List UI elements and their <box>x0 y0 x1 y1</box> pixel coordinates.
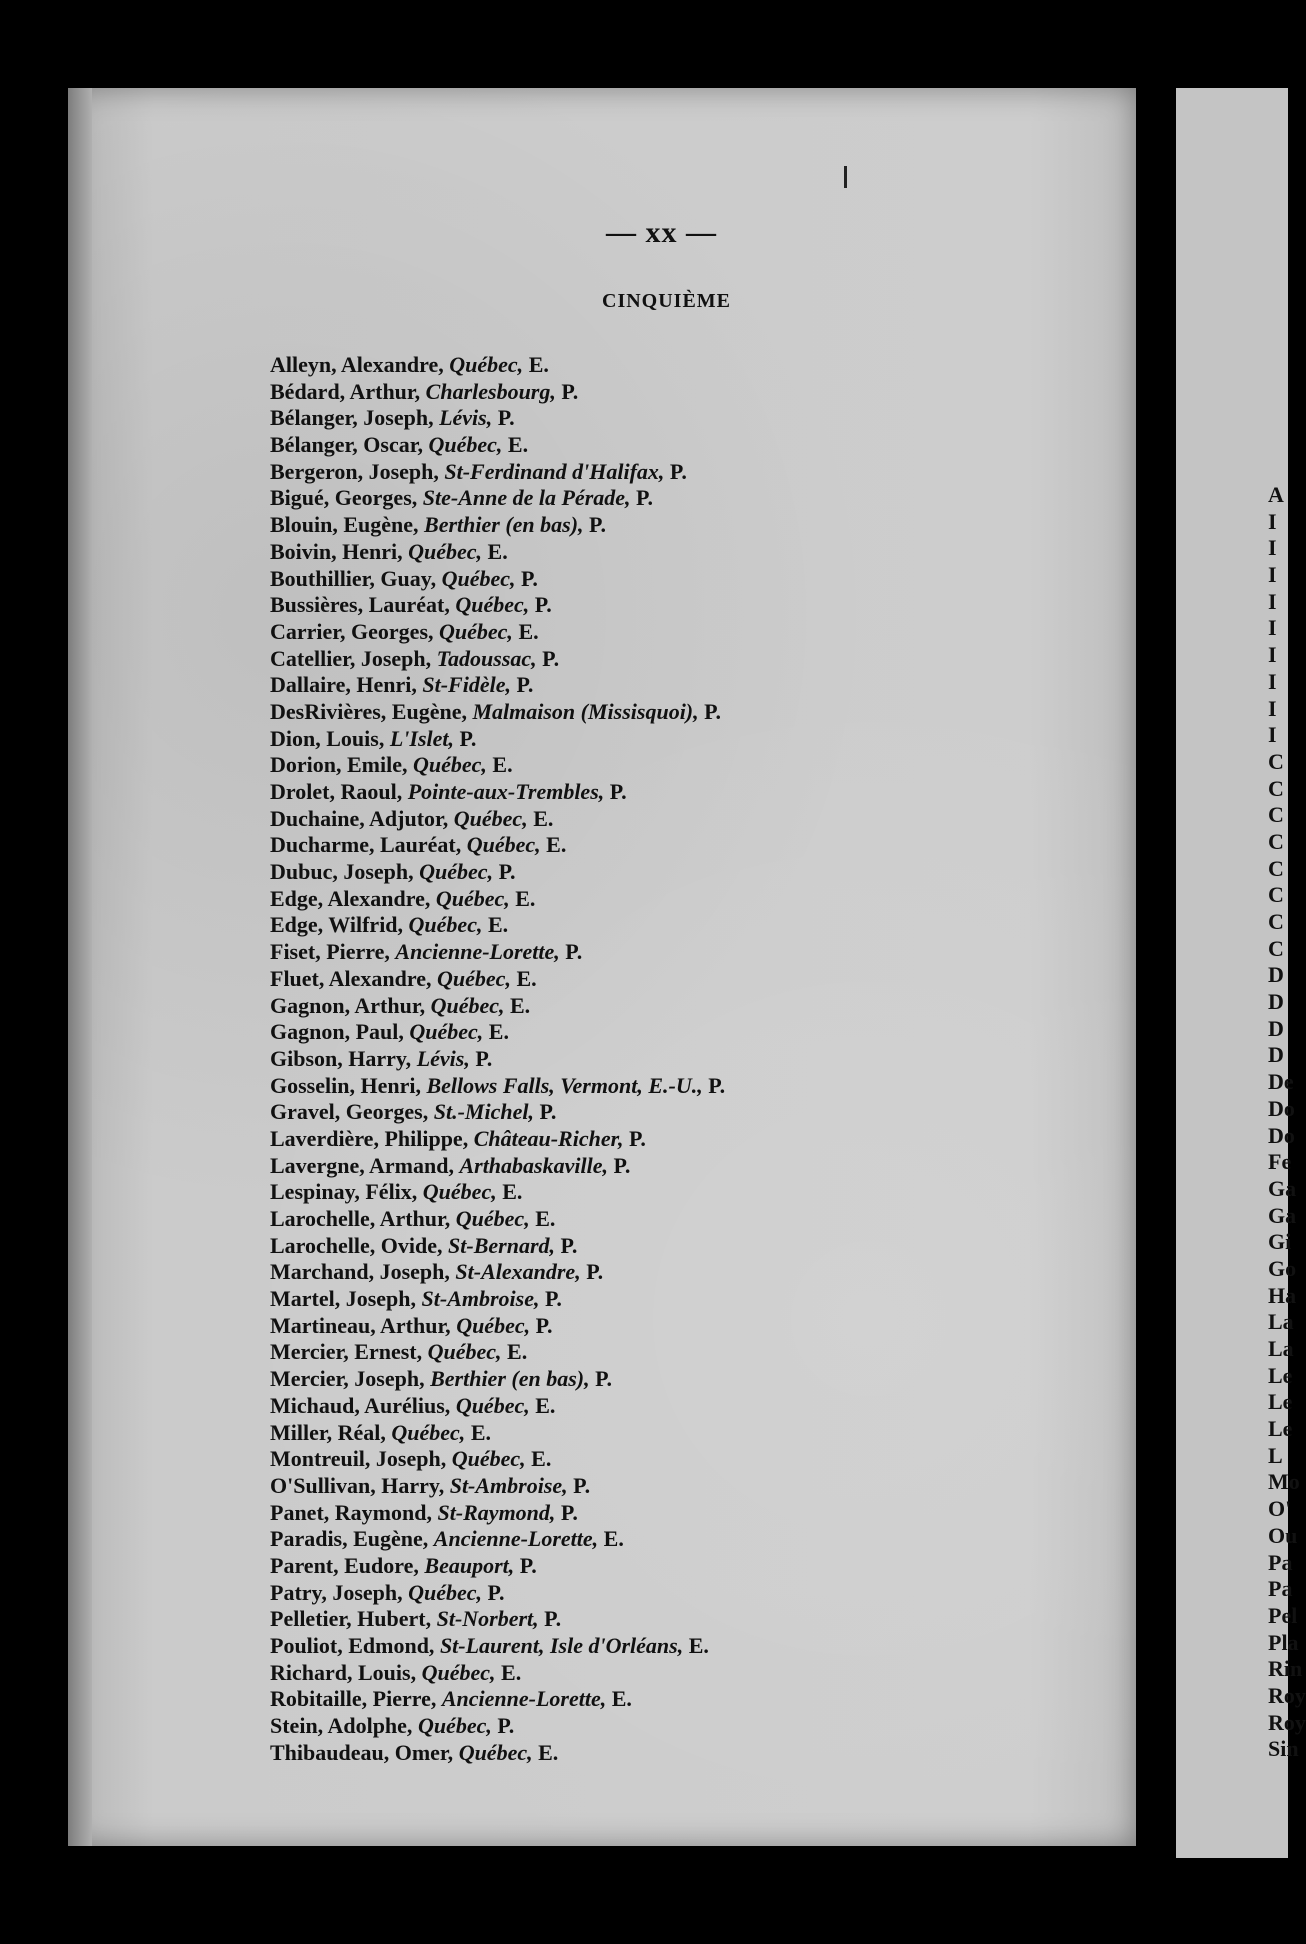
entry-name: Bédard, Arthur, <box>270 378 421 404</box>
entry-place: L'Islet, <box>389 725 454 751</box>
entry-place: Berthier (en bas), <box>430 1366 590 1392</box>
entry-name: Bélanger, Oscar, <box>270 432 423 458</box>
list-item <box>270 1526 1090 1553</box>
entry-place: Lévis, <box>416 1045 470 1071</box>
entry-place: Malmaison (Missisquoi), <box>472 698 699 724</box>
list-item <box>270 1259 1090 1286</box>
entry-name: Richard, Louis, <box>270 1659 417 1685</box>
list-item <box>270 619 1090 646</box>
entry-place: Québec, <box>417 1713 492 1739</box>
entry-suffix: P. <box>586 1259 604 1285</box>
entry-suffix: P. <box>487 1579 505 1605</box>
entry-suffix: P. <box>636 485 653 511</box>
entry-suffix: E. <box>518 618 539 644</box>
entry-suffix: P. <box>544 1606 562 1632</box>
entry-name: Martineau, Arthur, <box>270 1312 451 1338</box>
entry-place: Québec, <box>453 805 528 831</box>
fragment-text: I <box>1268 642 1277 668</box>
entry-place: Arthabaskaville, <box>459 1152 608 1178</box>
fragment-text: Do <box>1268 1095 1295 1121</box>
entry-place: Ancienne-Lorette, <box>441 1686 607 1712</box>
entry-place: Ste-Anne de la Pérade, <box>422 485 631 511</box>
entry-place: Québec, <box>451 1446 526 1472</box>
entry-name: O'Sullivan, Harry, <box>270 1472 445 1498</box>
entry-place: St-Raymond, <box>437 1499 556 1525</box>
entry-place: Québec, <box>458 1739 533 1765</box>
entry-suffix: P. <box>519 1552 537 1578</box>
entry-name: Michaud, Aurélius, <box>270 1392 451 1418</box>
entry-place: St-Laurent, Isle d'Orléans, <box>439 1633 684 1658</box>
fragment-text: D <box>1268 989 1284 1015</box>
fragment-text: Pel <box>1268 1602 1298 1628</box>
fragment-text: I <box>1268 535 1277 561</box>
entry-place: St-Norbert, <box>436 1606 539 1632</box>
fragment-text: De <box>1268 1069 1294 1095</box>
entry-suffix: P. <box>516 672 534 698</box>
fragment-text: I <box>1268 508 1277 534</box>
list-item <box>270 1153 1090 1180</box>
list-item <box>270 1686 1090 1713</box>
entry-name: DesRivières, Eugène, <box>270 698 467 724</box>
entry-suffix: E. <box>528 352 549 377</box>
fragment-text: La <box>1268 1336 1294 1361</box>
entry-name: Edge, Alexandre, <box>270 885 431 911</box>
entry-name: Paradis, Eugène, <box>270 1526 429 1552</box>
list-item <box>270 352 1090 379</box>
entry-name: Dubuc, Joseph, <box>270 859 414 885</box>
entry-name: Mercier, Joseph, <box>270 1366 425 1392</box>
entry-suffix: E. <box>487 912 509 938</box>
entry-suffix: E. <box>515 885 536 911</box>
entry-name: Larochelle, Ovide, <box>270 1232 443 1258</box>
fragment-text: I <box>1268 722 1277 748</box>
list-item <box>270 752 1090 779</box>
fragment-text: I <box>1268 668 1277 694</box>
list-item <box>270 1713 1090 1740</box>
entry-place: Québec, <box>421 1659 496 1685</box>
entry-suffix: E. <box>535 1206 556 1231</box>
entry-name: Pelletier, Hubert, <box>270 1606 432 1632</box>
entry-name: Parent, Eudore, <box>270 1552 419 1578</box>
entry-name: Marchand, Joseph, <box>270 1259 450 1285</box>
entry-name: Fiset, Pierre, <box>270 939 390 965</box>
entry-name: Panet, Raymond, <box>270 1499 432 1525</box>
list-item <box>270 1313 1090 1340</box>
entry-place: Québec, <box>427 1339 502 1365</box>
entry-name: Gagnon, Arthur, <box>270 992 426 1018</box>
entry-place: Québec, <box>441 565 516 591</box>
entry-place: Québec, <box>409 1019 484 1045</box>
fragment-text: C <box>1268 882 1284 908</box>
entry-place: Château-Richer, <box>473 1125 624 1151</box>
list-item <box>270 859 1090 886</box>
entry-suffix: P. <box>534 592 552 618</box>
entry-suffix: P. <box>459 725 477 751</box>
fragment-text: Pla <box>1268 1629 1299 1655</box>
list-item <box>270 1099 1090 1126</box>
entry-name: Dallaire, Henri, <box>270 672 417 698</box>
entry-place: Québec, <box>413 752 487 778</box>
fragment-text: Le <box>1268 1389 1293 1415</box>
entry-suffix: P. <box>475 1045 493 1071</box>
entry-suffix: P. <box>628 1125 646 1151</box>
ink-mark <box>844 166 847 188</box>
list-item <box>270 432 1090 459</box>
entry-name: Miller, Réal, <box>270 1419 386 1445</box>
entry-suffix: E. <box>611 1686 632 1712</box>
fragment-text: D <box>1268 1042 1284 1068</box>
entry-place: Québec, <box>455 1206 530 1231</box>
entry-suffix: P. <box>669 458 687 484</box>
fragment-text: C <box>1268 855 1284 881</box>
fragment-text: Gi <box>1268 1229 1292 1255</box>
entry-name: Blouin, Eugène, <box>270 512 419 538</box>
entry-name: Ducharme, Lauréat, <box>270 832 462 858</box>
fragment-text: Ga <box>1268 1202 1297 1228</box>
entry-place: Québec, <box>466 832 541 858</box>
list-item <box>270 1206 1090 1233</box>
entry-name: Boivin, Henri, <box>270 538 403 564</box>
entry-place: Québec, <box>455 592 530 618</box>
list-item <box>270 512 1090 539</box>
entry-place: Pointe-aux-Trembles, <box>407 779 605 804</box>
fragment-text: C <box>1268 775 1284 801</box>
fragment-text: Roy <box>1268 1682 1306 1708</box>
list-item <box>270 1339 1090 1366</box>
list-item <box>270 806 1090 833</box>
entry-name: Edge, Wilfrid, <box>270 912 404 938</box>
entry-place: St-Ferdinand d'Halifax, <box>444 458 665 484</box>
entry-name: Lespinay, Félix, <box>270 1179 418 1205</box>
entry-suffix: P. <box>497 405 515 431</box>
list-item <box>270 1393 1090 1420</box>
entry-name: Dion, Louis, <box>270 725 385 751</box>
entry-suffix: P. <box>542 645 560 671</box>
fragment-text: Fe <box>1268 1149 1292 1175</box>
list-item <box>270 1073 1090 1100</box>
fragment-text: C <box>1268 935 1284 961</box>
list-item <box>270 539 1090 566</box>
section-heading: CINQUIÈME <box>602 290 732 312</box>
entry-place: Beauport, <box>424 1552 515 1578</box>
fragment-text: Rin <box>1268 1656 1303 1682</box>
fragment-text: Le <box>1268 1416 1293 1442</box>
entry-suffix: P. <box>560 1499 578 1525</box>
entry-name: Montreuil, Joseph, <box>270 1446 447 1472</box>
entry-name: Larochelle, Arthur, <box>270 1206 451 1231</box>
fragment-text: I <box>1268 615 1277 641</box>
entry-place: Québec, <box>391 1419 466 1445</box>
entry-suffix: E. <box>516 965 537 991</box>
fragment-text: Mo <box>1268 1469 1300 1495</box>
entry-name: Duchaine, Adjutor, <box>270 805 449 831</box>
entry-place: Québec, <box>430 992 505 1018</box>
list-item <box>270 592 1090 619</box>
entry-place: Québec, <box>435 885 510 911</box>
fragment-text: La <box>1268 1309 1294 1335</box>
entry-suffix: E. <box>546 832 567 858</box>
fragment-text: I <box>1268 695 1277 721</box>
entry-place: Québec, <box>455 1392 530 1418</box>
entry-name: Dorion, Emile, <box>270 752 408 778</box>
list-item <box>270 672 1090 699</box>
entry-suffix: P. <box>589 512 606 538</box>
entry-place: St-Ambroise, <box>421 1286 540 1312</box>
entry-place: Québec, <box>428 432 503 458</box>
entry-place: Québec, <box>408 538 483 564</box>
entry-suffix: E. <box>502 1179 523 1205</box>
list-item <box>270 1019 1090 1046</box>
list-item <box>270 1740 1090 1767</box>
entry-suffix: E. <box>470 1419 491 1445</box>
entry-suffix: P. <box>613 1152 631 1178</box>
page-edge <box>68 88 92 1846</box>
list-item <box>270 939 1090 966</box>
fragment-text: A <box>1268 482 1284 507</box>
fragment-text: Pa <box>1268 1576 1293 1602</box>
entry-place: Québec, <box>456 1312 531 1338</box>
entry-name: Gibson, Harry, <box>270 1045 412 1071</box>
entry-suffix: P. <box>573 1472 591 1498</box>
list-item <box>270 1233 1090 1260</box>
list-item <box>270 1179 1090 1206</box>
entry-suffix: E. <box>535 1392 556 1418</box>
entry-name: Robitaille, Pierre, <box>270 1686 437 1712</box>
entry-suffix: E. <box>688 1633 709 1658</box>
fragment-text: Ha <box>1268 1282 1297 1308</box>
fragment-text: Do <box>1268 1122 1295 1148</box>
list-item <box>270 779 1090 806</box>
list-item <box>270 886 1090 913</box>
fragment-text: L <box>1268 1442 1283 1468</box>
list-item <box>270 1633 1090 1660</box>
entry-place: Lévis, <box>439 405 493 431</box>
entry-place: Ancienne-Lorette, <box>395 939 560 965</box>
entry-suffix: E. <box>501 1659 522 1685</box>
entry-suffix: P. <box>539 1099 557 1125</box>
entry-name: Bélanger, Joseph, <box>270 405 434 431</box>
fragment-text: D <box>1268 962 1284 988</box>
entry-place: St-Bernard, <box>448 1232 556 1258</box>
entry-place: Berthier (en bas), <box>424 512 584 538</box>
facing-page-fragments <box>1268 482 1306 1763</box>
list-item <box>270 646 1090 673</box>
entry-name: Mercier, Ernest, <box>270 1339 423 1365</box>
entry-place: Québec, <box>408 1579 483 1605</box>
list-item <box>270 699 1090 726</box>
list-item <box>270 993 1090 1020</box>
entry-name: Gravel, Georges, <box>270 1099 429 1125</box>
list-item <box>270 966 1090 993</box>
fragment-text: C <box>1268 802 1284 828</box>
list-item <box>270 1446 1090 1473</box>
entry-place: Tadoussac, <box>436 645 537 671</box>
list-item <box>270 1286 1090 1313</box>
fragment-text: D <box>1268 1015 1284 1041</box>
entry-suffix: E. <box>603 1526 624 1552</box>
list-item <box>270 459 1090 486</box>
name-list <box>270 352 1090 1766</box>
page-number: — xx — <box>606 216 717 249</box>
entry-suffix: E. <box>488 1019 509 1045</box>
fragment-text: C <box>1268 748 1284 774</box>
fragment-text: Roy <box>1268 1709 1306 1735</box>
entry-suffix: P. <box>565 939 583 965</box>
fragment-text: Pa <box>1268 1549 1293 1575</box>
entry-name: Gagnon, Paul, <box>270 1019 404 1045</box>
entry-name: Pouliot, Edmond, <box>270 1633 435 1658</box>
entry-suffix: P. <box>560 1232 578 1258</box>
list-item <box>270 379 1090 406</box>
entry-suffix: P. <box>498 859 516 885</box>
list-item <box>270 1500 1090 1527</box>
entry-name: Lavergne, Armand, <box>270 1152 454 1178</box>
entry-name: Martel, Joseph, <box>270 1286 417 1312</box>
entry-place: Québec, <box>408 912 483 938</box>
list-item <box>270 1606 1090 1633</box>
entry-suffix: P. <box>609 779 627 804</box>
list-item <box>270 405 1090 432</box>
entry-name: Patry, Joseph, <box>270 1579 403 1605</box>
list-item <box>270 1553 1090 1580</box>
list-item <box>270 726 1090 753</box>
entry-suffix: P. <box>521 565 538 591</box>
fragment-text: Sin <box>1268 1736 1299 1762</box>
entry-suffix: P. <box>708 1072 726 1098</box>
entry-name: Bergeron, Joseph, <box>270 458 439 484</box>
entry-place: Québec, <box>422 1179 497 1205</box>
entry-place: St-Ambroise, <box>449 1472 568 1498</box>
fragment-text: Ou <box>1268 1522 1298 1548</box>
fragment-text: C <box>1268 909 1284 934</box>
entry-name: Alleyn, Alexandre, <box>270 352 444 377</box>
entry-place: Charlesbourg, <box>425 378 556 404</box>
entry-place: Québec, <box>449 352 524 377</box>
entry-name: Carrier, Georges, <box>270 618 434 644</box>
fragment-text: Ga <box>1268 1175 1297 1201</box>
entry-place: Québec, <box>419 859 494 885</box>
entry-suffix: P. <box>545 1286 562 1312</box>
entry-name: Stein, Adolphe, <box>270 1713 413 1739</box>
book-gutter <box>1136 88 1176 1858</box>
entry-suffix: P. <box>595 1366 613 1392</box>
list-item <box>270 1420 1090 1447</box>
list-item <box>270 566 1090 593</box>
fragment-text: C <box>1268 828 1284 854</box>
entry-place: Ancienne-Lorette, <box>433 1526 599 1552</box>
list-item <box>270 485 1090 512</box>
entry-suffix: P. <box>561 378 579 404</box>
entry-suffix: E. <box>538 1739 559 1765</box>
entry-suffix: E. <box>507 432 529 458</box>
entry-name: Bussières, Lauréat, <box>270 592 450 618</box>
list-item <box>270 1046 1090 1073</box>
fragment-text: O' <box>1268 1496 1292 1522</box>
entry-name: Gosselin, Henri, <box>270 1072 421 1098</box>
fragment-text: I <box>1268 588 1277 614</box>
entry-name: Drolet, Raoul, <box>270 779 403 804</box>
entry-name: Fluet, Alexandre, <box>270 965 432 991</box>
entry-suffix: P. <box>704 698 722 724</box>
entry-suffix: E. <box>492 752 513 778</box>
list-item <box>270 1473 1090 1500</box>
entry-place: Québec, <box>437 965 511 991</box>
entry-name: Thibaudeau, Omer, <box>270 1739 454 1765</box>
entry-name: Bigué, Georges, <box>270 485 418 511</box>
entry-place: St-Alexandre, <box>455 1259 581 1285</box>
fragment-text: I <box>1268 562 1277 588</box>
entry-suffix: E. <box>533 805 554 831</box>
entry-suffix: P. <box>535 1312 553 1338</box>
list-item <box>270 1660 1090 1687</box>
entry-place: St.-Michel, <box>433 1099 534 1125</box>
list-item <box>270 1126 1090 1153</box>
entry-name: Catellier, Joseph, <box>270 645 432 671</box>
entry-place: Bellows Falls, Vermont, E.-U., <box>426 1072 703 1098</box>
entry-suffix: E. <box>507 1339 528 1365</box>
entry-place: Québec, <box>439 618 513 644</box>
entry-name: Bouthillier, Guay, <box>270 565 437 591</box>
list-item <box>270 912 1090 939</box>
entry-suffix: E. <box>487 538 508 564</box>
entry-suffix: P. <box>497 1713 515 1739</box>
entry-name: Laverdière, Philippe, <box>270 1125 469 1151</box>
entry-place: St-Fidèle, <box>422 672 511 698</box>
list-item <box>270 1366 1090 1393</box>
entry-suffix: E. <box>531 1446 552 1472</box>
entry-suffix: E. <box>510 992 531 1018</box>
fragment-text: Le <box>1268 1362 1293 1388</box>
list-item <box>270 832 1090 859</box>
list-item <box>270 1580 1090 1607</box>
fragment-text: Go <box>1268 1255 1297 1281</box>
